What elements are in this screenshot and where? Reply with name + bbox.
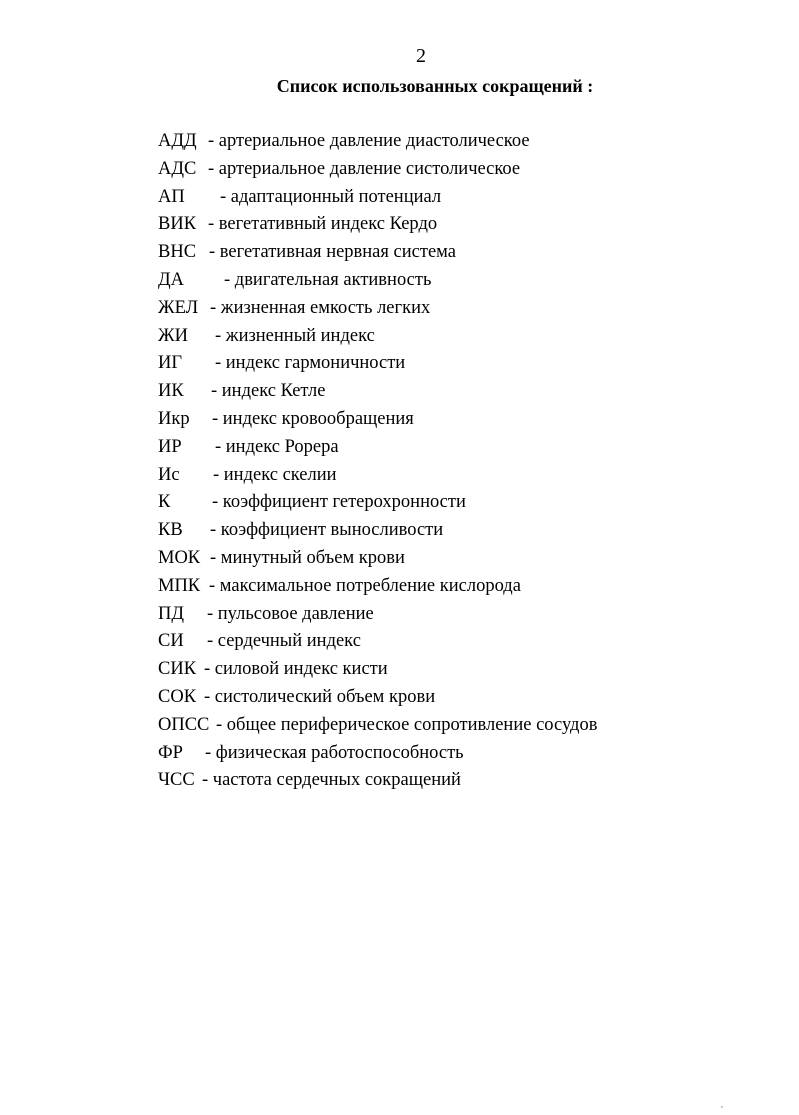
abbreviation-meaning: - сердечный индекс: [207, 631, 361, 652]
abbreviation-code: ФР: [158, 742, 183, 763]
abbreviation-meaning: - физическая работоспособность: [205, 742, 464, 763]
abbreviation-code: АП: [158, 186, 185, 207]
page-title: Список использованных сокращений :: [276, 76, 594, 96]
abbreviation-code: ВНС: [158, 242, 197, 263]
abbreviation-meaning: - общее периферическое сопротивление сосудов: [216, 714, 598, 735]
abbreviation-code: Ис: [158, 464, 180, 485]
abbreviation-meaning: - индекс гармоничности: [215, 353, 406, 374]
abbreviation-meaning: - силовой индекс кисти: [204, 659, 388, 680]
abbreviation-code: К: [158, 492, 171, 513]
abbreviation-meaning: - коэффициент гетерохронности: [212, 492, 466, 513]
abbreviation-meaning: - частота сердечных сокращений: [202, 770, 461, 791]
abbreviation-meaning: - жизненная емкость легких: [210, 297, 431, 318]
abbreviation-code: ИК: [158, 381, 184, 402]
abbreviation-code: ПД: [158, 603, 184, 624]
abbreviation-meaning: - вегетативный индекс Кердо: [208, 214, 438, 235]
abbreviation-meaning: - систолический объем крови: [204, 686, 436, 707]
corner-mark: ,: [721, 1100, 723, 1109]
abbreviation-meaning: - индекс Кетле: [211, 381, 326, 402]
page-number: 2: [416, 45, 426, 67]
abbreviation-meaning: - индекс кровообращения: [212, 408, 414, 429]
abbreviation-code: ЖИ: [158, 325, 188, 346]
abbreviation-code: МПК: [158, 575, 201, 596]
abbreviation-meaning: - максимальное потребление кислорода: [209, 575, 521, 596]
abbreviation-code: КВ: [158, 520, 183, 541]
abbreviation-code: ОПСС: [158, 714, 210, 735]
abbreviation-meaning: - индекс скелии: [213, 464, 337, 485]
abbreviation-code: ЖЕЛ: [158, 297, 199, 318]
abbreviation-meaning: - пульсовое давление: [207, 603, 374, 624]
abbreviation-code: АДС: [158, 158, 197, 179]
abbreviation-code: СОК: [158, 686, 197, 707]
abbreviation-meaning: - минутный объем крови: [210, 547, 405, 568]
abbreviation-meaning: - адаптационный потенциал: [220, 186, 442, 207]
abbreviation-code: ИГ: [158, 353, 183, 374]
abbreviation-meaning: - коэффициент выносливости: [210, 520, 444, 541]
abbreviation-code: СИК: [158, 659, 197, 680]
abbreviation-meaning: - индекс Рорера: [215, 436, 339, 457]
abbreviation-code: МОК: [158, 547, 201, 568]
abbreviation-meaning: - артериальное давление диастолическое: [208, 131, 530, 151]
abbreviation-code: ВИК: [158, 214, 197, 235]
abbreviation-meaning: - вегетативная нервная система: [209, 242, 456, 263]
abbreviation-code: АДД: [158, 131, 197, 151]
abbreviation-meaning: - жизненный индекс: [215, 325, 375, 346]
abbreviation-meaning: - артериальное давление систолическое: [208, 158, 521, 179]
abbreviation-code: СИ: [158, 631, 184, 652]
abbreviation-meaning: - двигательная активность: [224, 269, 432, 290]
abbreviation-code: ИР: [158, 436, 182, 457]
abbreviation-code: ДА: [158, 269, 184, 290]
abbreviation-code: ЧСС: [158, 770, 195, 791]
abbreviation-code: Икр: [158, 408, 190, 429]
